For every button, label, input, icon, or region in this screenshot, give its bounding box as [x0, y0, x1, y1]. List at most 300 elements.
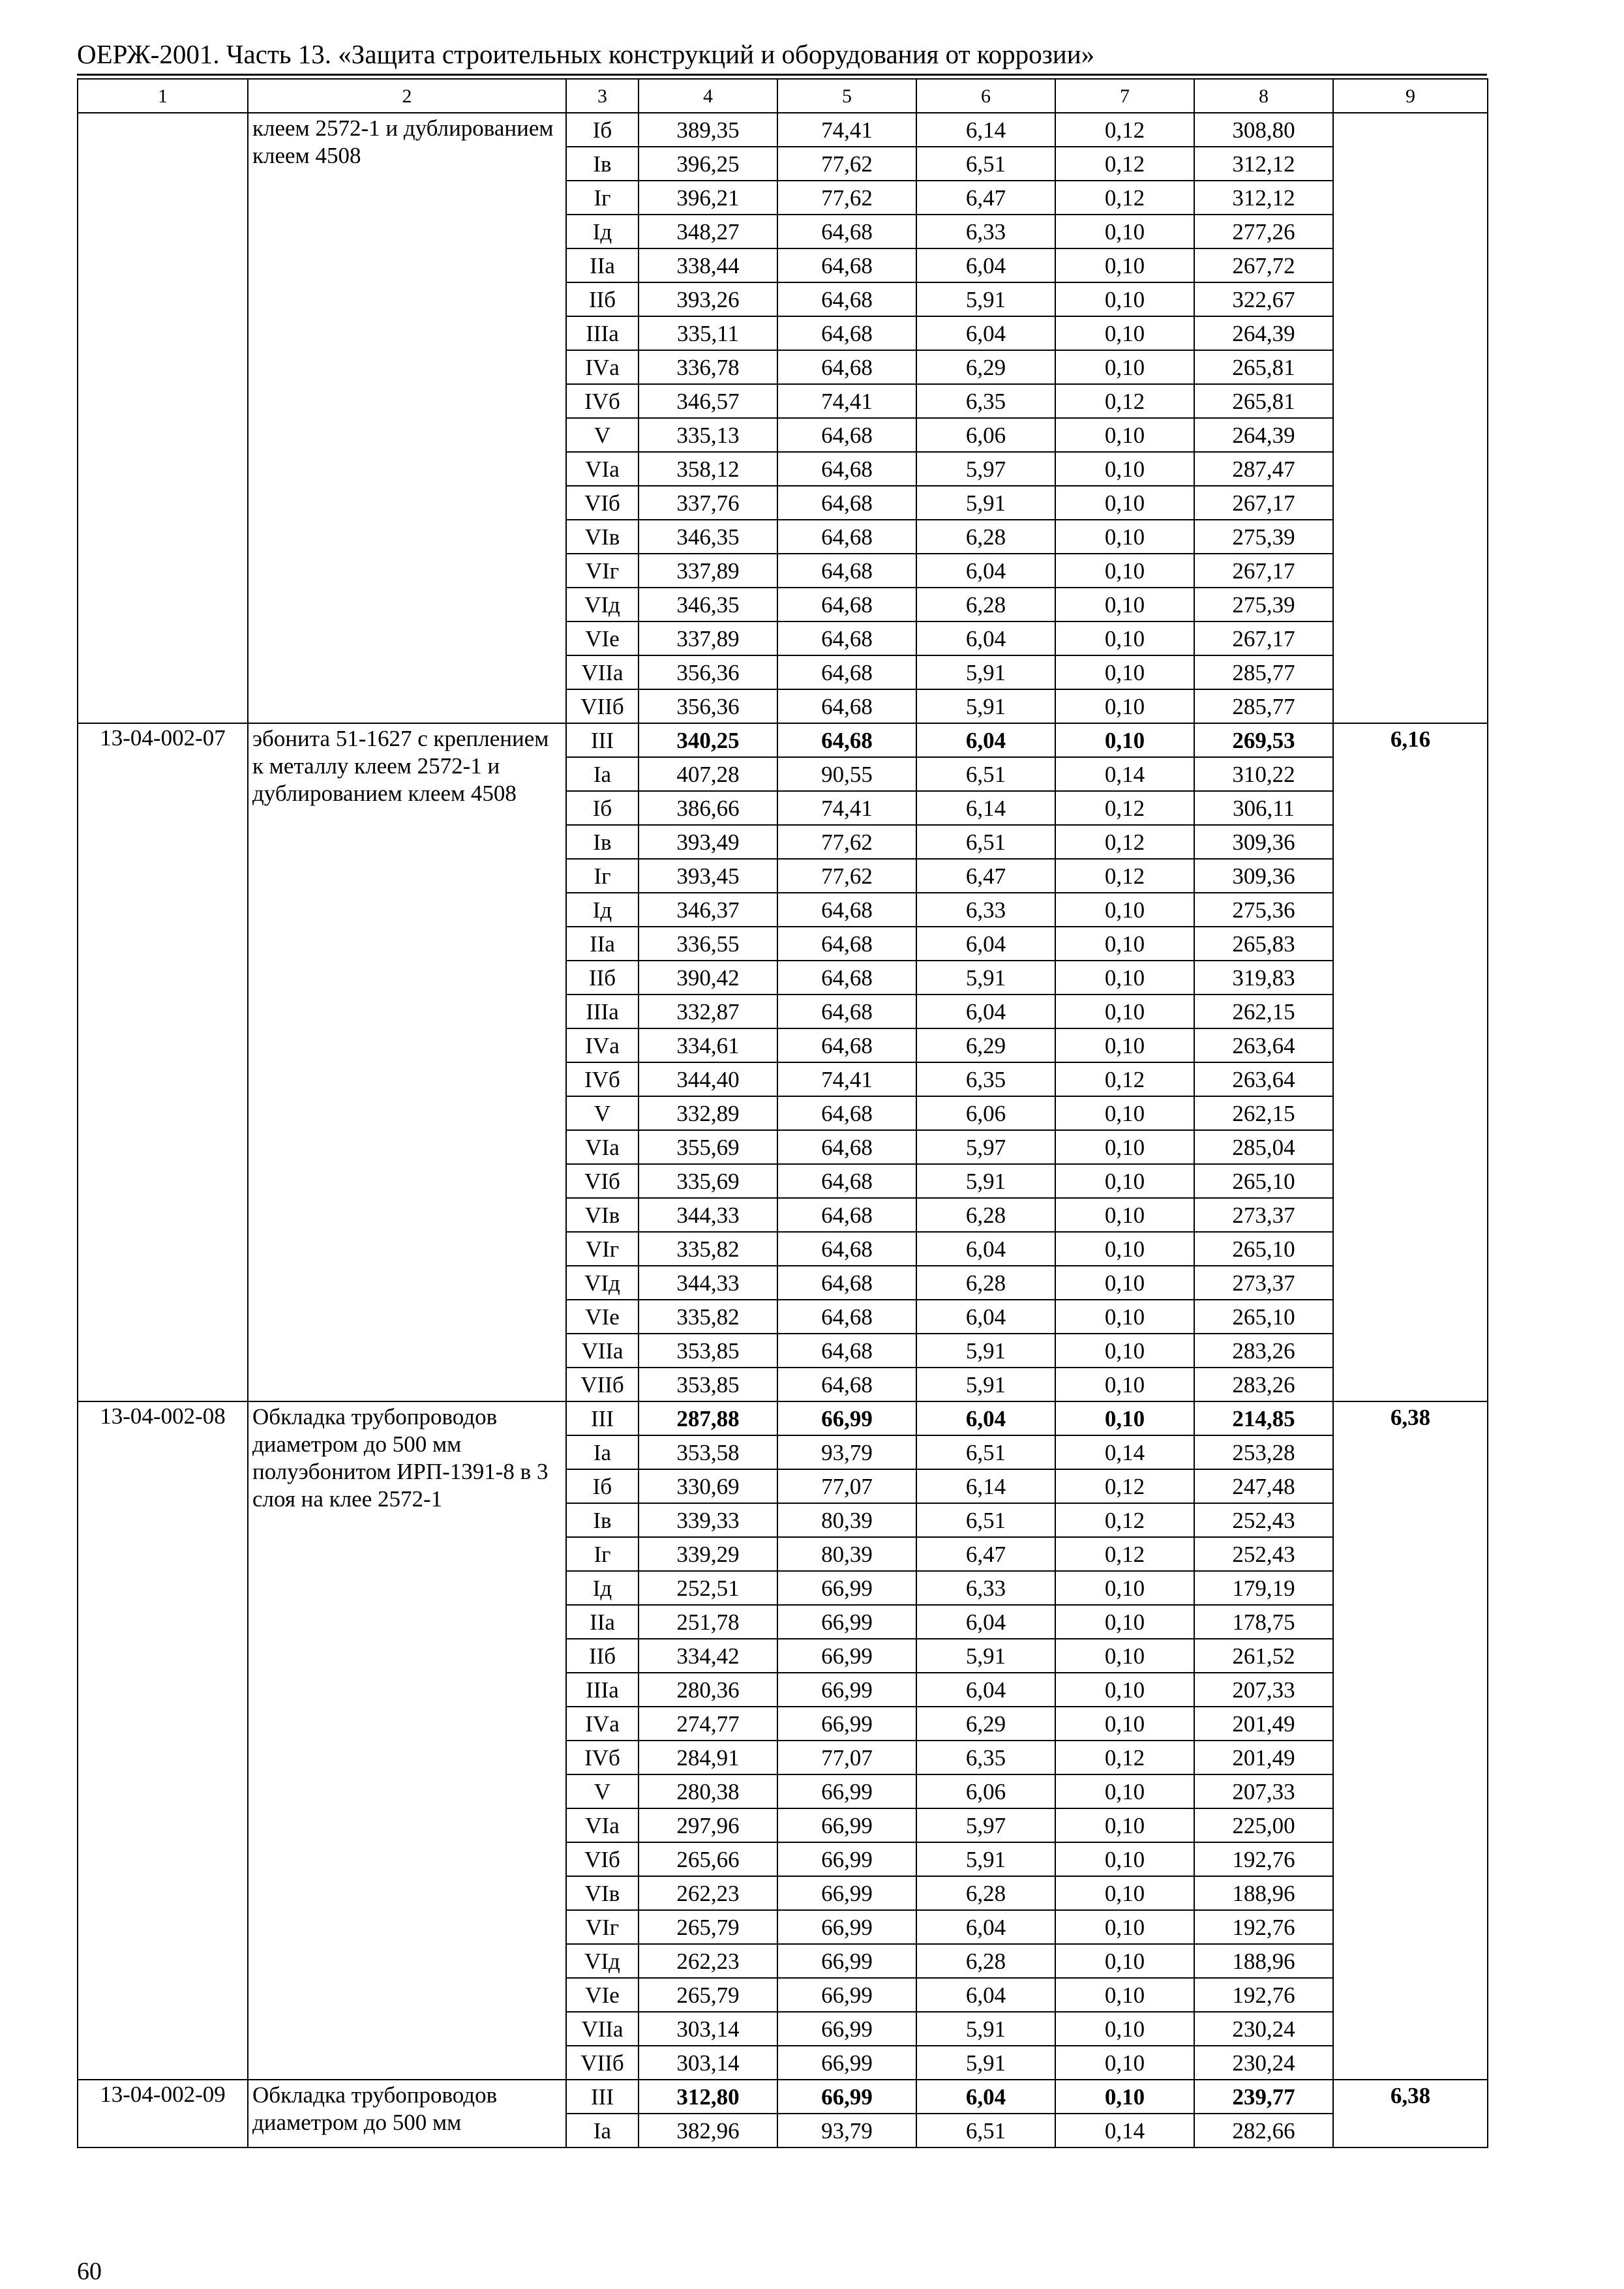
zone-cell: IVб [566, 1062, 639, 1096]
value-cell: 0,10 [1055, 1639, 1194, 1673]
table-row [78, 113, 1488, 147]
value-cell: 267,72 [1194, 248, 1333, 282]
column-number: 7 [1055, 79, 1194, 113]
zone-cell: IIб [566, 282, 639, 316]
value-cell: 64,68 [777, 1028, 916, 1062]
value-cell: 0,10 [1055, 1944, 1194, 1978]
value-cell: 0,10 [1055, 486, 1194, 520]
value-cell: 0,10 [1055, 723, 1194, 757]
zone-cell: Iв [566, 825, 639, 859]
value-cell: 0,10 [1055, 350, 1194, 384]
value-cell: 6,04 [916, 927, 1055, 961]
value-cell: 322,67 [1194, 282, 1333, 316]
value-cell: 0,10 [1055, 893, 1194, 927]
value-cell: 0,10 [1055, 995, 1194, 1028]
value-cell: 0,10 [1055, 554, 1194, 588]
value-cell: 6,51 [916, 1503, 1055, 1537]
value-cell: 0,14 [1055, 2114, 1194, 2147]
value-cell: 265,81 [1194, 350, 1333, 384]
zone-cell: VIе [566, 621, 639, 655]
zone-cell: Iд [566, 893, 639, 927]
value-cell: 64,68 [777, 655, 916, 689]
value-cell: 77,62 [777, 181, 916, 215]
rates-table [77, 78, 1488, 2148]
value-cell: 0,10 [1055, 1096, 1194, 1130]
value-cell: 77,62 [777, 859, 916, 893]
value-cell: 282,66 [1194, 2114, 1333, 2147]
value-cell: 0,10 [1055, 282, 1194, 316]
value-cell: 64,68 [777, 961, 916, 995]
value-cell: 262,15 [1194, 995, 1333, 1028]
value-cell: 64,68 [777, 316, 916, 350]
value-cell: 336,55 [639, 927, 777, 961]
value-cell: 5,91 [916, 2046, 1055, 2080]
zone-cell: Iб [566, 113, 639, 147]
value-cell: 225,00 [1194, 1808, 1333, 1842]
column-number: 4 [639, 79, 777, 113]
zone-cell: VIе [566, 1978, 639, 2012]
value-cell: 5,91 [916, 1334, 1055, 1368]
value-cell: 192,76 [1194, 1910, 1333, 1944]
total-cell [1333, 113, 1488, 723]
value-cell: 66,99 [777, 1876, 916, 1910]
value-cell: 0,10 [1055, 2046, 1194, 2080]
value-cell: 64,68 [777, 418, 916, 452]
zone-cell: VIв [566, 520, 639, 554]
value-cell: 334,42 [639, 1639, 777, 1673]
column-number: 6 [916, 79, 1055, 113]
value-cell: 6,14 [916, 1469, 1055, 1503]
value-cell: 5,91 [916, 1164, 1055, 1198]
value-cell: 201,49 [1194, 1741, 1333, 1774]
value-cell: 64,68 [777, 723, 916, 757]
value-cell: 6,51 [916, 2114, 1055, 2147]
value-cell: 230,24 [1194, 2012, 1333, 2046]
value-cell: 64,68 [777, 554, 916, 588]
value-cell: 6,14 [916, 791, 1055, 825]
total-cell: 6,16 [1333, 723, 1488, 1401]
value-cell: 5,91 [916, 486, 1055, 520]
zone-cell: III [566, 2080, 639, 2114]
value-cell: 64,68 [777, 1232, 916, 1266]
value-cell: 0,10 [1055, 452, 1194, 486]
value-cell: 253,28 [1194, 1435, 1333, 1469]
value-cell: 262,15 [1194, 1096, 1333, 1130]
zone-cell: VIд [566, 1266, 639, 1300]
zone-cell: IVа [566, 1707, 639, 1741]
value-cell: 66,99 [777, 1639, 916, 1673]
value-cell: 0,10 [1055, 2080, 1194, 2114]
value-cell: 66,99 [777, 2080, 916, 2114]
value-cell: 355,69 [639, 1130, 777, 1164]
value-cell: 0,10 [1055, 1368, 1194, 1401]
column-number: 2 [248, 79, 566, 113]
value-cell: 230,24 [1194, 2046, 1333, 2080]
value-cell: 6,33 [916, 215, 1055, 248]
value-cell: 5,91 [916, 282, 1055, 316]
total-cell: 6,38 [1333, 2080, 1488, 2147]
value-cell: 66,99 [777, 1842, 916, 1876]
value-cell: 64,68 [777, 215, 916, 248]
value-cell: 6,29 [916, 1707, 1055, 1741]
value-cell: 0,10 [1055, 1130, 1194, 1164]
value-cell: 5,91 [916, 1842, 1055, 1876]
value-cell: 6,47 [916, 859, 1055, 893]
value-cell: 6,33 [916, 1571, 1055, 1605]
zone-cell: VIв [566, 1876, 639, 1910]
value-cell: 6,06 [916, 1774, 1055, 1808]
value-cell: 269,53 [1194, 723, 1333, 757]
value-cell: 273,37 [1194, 1198, 1333, 1232]
zone-cell: Iа [566, 2114, 639, 2147]
value-cell: 0,10 [1055, 520, 1194, 554]
value-cell: 0,10 [1055, 588, 1194, 621]
value-cell: 6,04 [916, 1605, 1055, 1639]
value-cell: 275,36 [1194, 893, 1333, 927]
value-cell: 6,04 [916, 723, 1055, 757]
value-cell: 0,10 [1055, 1028, 1194, 1062]
value-cell: 0,10 [1055, 1673, 1194, 1707]
value-cell: 0,12 [1055, 113, 1194, 147]
value-cell: 297,96 [639, 1808, 777, 1842]
value-cell: 336,78 [639, 350, 777, 384]
value-cell: 263,64 [1194, 1028, 1333, 1062]
value-cell: 264,39 [1194, 418, 1333, 452]
value-cell: 334,61 [639, 1028, 777, 1062]
value-cell: 6,51 [916, 147, 1055, 181]
value-cell: 348,27 [639, 215, 777, 248]
value-cell: 6,04 [916, 1673, 1055, 1707]
value-cell: 280,38 [639, 1774, 777, 1808]
value-cell: 0,10 [1055, 1300, 1194, 1334]
table-row [78, 1401, 1488, 1435]
value-cell: 0,12 [1055, 1537, 1194, 1571]
value-cell: 283,26 [1194, 1334, 1333, 1368]
zone-cell: VIIб [566, 1368, 639, 1401]
column-number: 3 [566, 79, 639, 113]
value-cell: 0,10 [1055, 1842, 1194, 1876]
value-cell: 188,96 [1194, 1876, 1333, 1910]
value-cell: 6,14 [916, 113, 1055, 147]
value-cell: 284,91 [639, 1741, 777, 1774]
zone-cell: IVа [566, 350, 639, 384]
zone-cell: VIа [566, 1130, 639, 1164]
zone-cell: VIа [566, 1808, 639, 1842]
zone-cell: VIб [566, 1842, 639, 1876]
value-cell: 64,68 [777, 520, 916, 554]
value-cell: 353,85 [639, 1368, 777, 1401]
value-cell: 358,12 [639, 452, 777, 486]
zone-cell: V [566, 1096, 639, 1130]
value-cell: 6,28 [916, 1944, 1055, 1978]
zone-cell: IIб [566, 961, 639, 995]
value-cell: 337,89 [639, 554, 777, 588]
value-cell: 6,04 [916, 316, 1055, 350]
value-cell: 0,10 [1055, 655, 1194, 689]
value-cell: 0,12 [1055, 1741, 1194, 1774]
value-cell: 0,12 [1055, 1503, 1194, 1537]
value-cell: 407,28 [639, 757, 777, 791]
value-cell: 6,28 [916, 1198, 1055, 1232]
value-cell: 267,17 [1194, 621, 1333, 655]
zone-cell: VIIб [566, 2046, 639, 2080]
value-cell: 74,41 [777, 384, 916, 418]
value-cell: 188,96 [1194, 1944, 1333, 1978]
value-cell: 285,77 [1194, 655, 1333, 689]
value-cell: 335,82 [639, 1300, 777, 1334]
column-number-row [78, 79, 1488, 113]
value-cell: 66,99 [777, 1401, 916, 1435]
value-cell: 0,10 [1055, 1774, 1194, 1808]
value-cell: 337,89 [639, 621, 777, 655]
value-cell: 0,10 [1055, 1401, 1194, 1435]
value-cell: 396,21 [639, 181, 777, 215]
value-cell: 0,10 [1055, 1978, 1194, 2012]
zone-cell: III [566, 1401, 639, 1435]
value-cell: 6,04 [916, 1401, 1055, 1435]
value-cell: 6,04 [916, 995, 1055, 1028]
value-cell: 64,68 [777, 282, 916, 316]
value-cell: 77,07 [777, 1469, 916, 1503]
zone-cell: III [566, 723, 639, 757]
value-cell: 344,33 [639, 1266, 777, 1300]
value-cell: 64,68 [777, 350, 916, 384]
value-cell: 5,91 [916, 1368, 1055, 1401]
value-cell: 265,10 [1194, 1300, 1333, 1334]
document-header-title: ОЕРЖ-2001. Часть 13. «Защита строительных конструкций и оборудования от коррозии» [77, 39, 1095, 69]
value-cell: 390,42 [639, 961, 777, 995]
value-cell: 6,06 [916, 1096, 1055, 1130]
value-cell: 0,12 [1055, 1062, 1194, 1096]
value-cell: 310,22 [1194, 757, 1333, 791]
value-cell: 66,99 [777, 1605, 916, 1639]
value-cell: 267,17 [1194, 486, 1333, 520]
value-cell: 77,62 [777, 825, 916, 859]
value-cell: 0,10 [1055, 2012, 1194, 2046]
value-cell: 273,37 [1194, 1266, 1333, 1300]
value-cell: 6,04 [916, 248, 1055, 282]
value-cell: 344,40 [639, 1062, 777, 1096]
value-cell: 275,39 [1194, 588, 1333, 621]
value-cell: 308,80 [1194, 113, 1333, 147]
rate-code: 13-04-002-08 [78, 1401, 248, 2080]
zone-cell: Iа [566, 1435, 639, 1469]
value-cell: 0,10 [1055, 1198, 1194, 1232]
value-cell: 66,99 [777, 1808, 916, 1842]
value-cell: 207,33 [1194, 1774, 1333, 1808]
value-cell: 77,07 [777, 1741, 916, 1774]
value-cell: 312,80 [639, 2080, 777, 2114]
value-cell: 0,10 [1055, 1876, 1194, 1910]
zone-cell: Iа [566, 757, 639, 791]
value-cell: 6,04 [916, 1300, 1055, 1334]
zone-cell: VIб [566, 486, 639, 520]
zone-cell: IIIа [566, 316, 639, 350]
zone-cell: VIа [566, 452, 639, 486]
value-cell: 356,36 [639, 655, 777, 689]
value-cell: 330,69 [639, 1469, 777, 1503]
zone-cell: VIIа [566, 2012, 639, 2046]
value-cell: 6,35 [916, 1062, 1055, 1096]
zone-cell: VIв [566, 1198, 639, 1232]
value-cell: 6,04 [916, 1910, 1055, 1944]
value-cell: 0,10 [1055, 689, 1194, 723]
value-cell: 283,26 [1194, 1368, 1333, 1401]
value-cell: 5,91 [916, 2012, 1055, 2046]
zone-cell: VIе [566, 1300, 639, 1334]
value-cell: 274,77 [639, 1707, 777, 1741]
value-cell: 0,10 [1055, 1164, 1194, 1198]
zone-cell: IVа [566, 1028, 639, 1062]
value-cell: 353,58 [639, 1435, 777, 1469]
zone-cell: VIб [566, 1164, 639, 1198]
value-cell: 93,79 [777, 1435, 916, 1469]
value-cell: 66,99 [777, 1774, 916, 1808]
value-cell: 346,35 [639, 588, 777, 621]
value-cell: 265,10 [1194, 1232, 1333, 1266]
value-cell: 261,52 [1194, 1639, 1333, 1673]
value-cell: 389,35 [639, 113, 777, 147]
zone-cell: VIд [566, 1944, 639, 1978]
value-cell: 74,41 [777, 113, 916, 147]
value-cell: 306,11 [1194, 791, 1333, 825]
value-cell: 6,04 [916, 1978, 1055, 2012]
value-cell: 66,99 [777, 1673, 916, 1707]
zone-cell: IVб [566, 1741, 639, 1774]
zone-cell: Iб [566, 791, 639, 825]
value-cell: 356,36 [639, 689, 777, 723]
value-cell: 64,68 [777, 486, 916, 520]
value-cell: 0,10 [1055, 961, 1194, 995]
value-cell: 319,83 [1194, 961, 1333, 995]
value-cell: 6,04 [916, 2080, 1055, 2114]
value-cell: 64,68 [777, 1198, 916, 1232]
value-cell: 6,28 [916, 588, 1055, 621]
value-cell: 386,66 [639, 791, 777, 825]
value-cell: 74,41 [777, 791, 916, 825]
value-cell: 251,78 [639, 1605, 777, 1639]
value-cell: 0,14 [1055, 757, 1194, 791]
value-cell: 263,64 [1194, 1062, 1333, 1096]
value-cell: 64,68 [777, 1096, 916, 1130]
page-number: 60 [77, 2258, 102, 2285]
value-cell: 64,68 [777, 1368, 916, 1401]
table-row [78, 723, 1488, 757]
value-cell: 303,14 [639, 2046, 777, 2080]
value-cell: 64,68 [777, 995, 916, 1028]
value-cell: 346,57 [639, 384, 777, 418]
value-cell: 0,12 [1055, 825, 1194, 859]
value-cell: 332,89 [639, 1096, 777, 1130]
value-cell: 5,91 [916, 1639, 1055, 1673]
value-cell: 5,97 [916, 452, 1055, 486]
value-cell: 312,12 [1194, 181, 1333, 215]
zone-cell: VIг [566, 1910, 639, 1944]
value-cell: 5,91 [916, 689, 1055, 723]
value-cell: 0,12 [1055, 181, 1194, 215]
value-cell: 0,10 [1055, 1605, 1194, 1639]
value-cell: 6,51 [916, 1435, 1055, 1469]
value-cell: 0,12 [1055, 859, 1194, 893]
zone-cell: IVб [566, 384, 639, 418]
value-cell: 309,36 [1194, 825, 1333, 859]
value-cell: 64,68 [777, 689, 916, 723]
zone-cell: VIд [566, 588, 639, 621]
value-cell: 179,19 [1194, 1571, 1333, 1605]
value-cell: 214,85 [1194, 1401, 1333, 1435]
zone-cell: IIб [566, 1639, 639, 1673]
value-cell: 285,77 [1194, 689, 1333, 723]
value-cell: 64,68 [777, 1130, 916, 1164]
value-cell: 277,26 [1194, 215, 1333, 248]
value-cell: 0,10 [1055, 1571, 1194, 1605]
value-cell: 6,04 [916, 1232, 1055, 1266]
value-cell: 66,99 [777, 1910, 916, 1944]
value-cell: 64,68 [777, 1266, 916, 1300]
value-cell: 6,04 [916, 554, 1055, 588]
column-number: 8 [1194, 79, 1333, 113]
zone-cell: Iд [566, 1571, 639, 1605]
value-cell: 6,33 [916, 893, 1055, 927]
value-cell: 64,68 [777, 248, 916, 282]
value-cell: 275,39 [1194, 520, 1333, 554]
zone-cell: IIIа [566, 1673, 639, 1707]
zone-cell: VIIа [566, 655, 639, 689]
value-cell: 339,29 [639, 1537, 777, 1571]
value-cell: 335,69 [639, 1164, 777, 1198]
value-cell: 80,39 [777, 1537, 916, 1571]
value-cell: 312,12 [1194, 147, 1333, 181]
value-cell: 353,85 [639, 1334, 777, 1368]
value-cell: 0,10 [1055, 316, 1194, 350]
value-cell: 0,10 [1055, 215, 1194, 248]
value-cell: 66,99 [777, 2046, 916, 2080]
value-cell: 346,35 [639, 520, 777, 554]
zone-cell: IIа [566, 927, 639, 961]
zone-cell: V [566, 1774, 639, 1808]
value-cell: 396,25 [639, 147, 777, 181]
value-cell: 0,10 [1055, 1707, 1194, 1741]
value-cell: 6,35 [916, 384, 1055, 418]
value-cell: 90,55 [777, 757, 916, 791]
work-description: эбонита 51-1627 с креплением к металлу клеем 2572-1 и дублированием клеем 4508 [248, 723, 566, 1401]
value-cell: 64,68 [777, 588, 916, 621]
zone-cell: Iг [566, 181, 639, 215]
value-cell: 66,99 [777, 1571, 916, 1605]
value-cell: 192,76 [1194, 1842, 1333, 1876]
value-cell: 335,11 [639, 316, 777, 350]
header-rule [77, 74, 1487, 76]
value-cell: 0,12 [1055, 791, 1194, 825]
value-cell: 340,25 [639, 723, 777, 757]
zone-cell: IIа [566, 1605, 639, 1639]
value-cell: 5,97 [916, 1130, 1055, 1164]
value-cell: 6,35 [916, 1741, 1055, 1774]
value-cell: 93,79 [777, 2114, 916, 2147]
value-cell: 0,10 [1055, 1910, 1194, 1944]
value-cell: 265,66 [639, 1842, 777, 1876]
value-cell: 337,76 [639, 486, 777, 520]
value-cell: 280,36 [639, 1673, 777, 1707]
value-cell: 6,28 [916, 1266, 1055, 1300]
value-cell: 64,68 [777, 1300, 916, 1334]
value-cell: 285,04 [1194, 1130, 1333, 1164]
work-description: Обкладка трубопроводов диаметром до 500 мм [248, 2080, 566, 2147]
value-cell: 192,76 [1194, 1978, 1333, 2012]
value-cell: 0,12 [1055, 384, 1194, 418]
zone-cell: V [566, 418, 639, 452]
work-description: Обкладка трубопроводов диаметром до 500 мм полуэбонитом ИРП-1391-8 в 3 слоя на клее 2572-1 [248, 1401, 566, 2080]
